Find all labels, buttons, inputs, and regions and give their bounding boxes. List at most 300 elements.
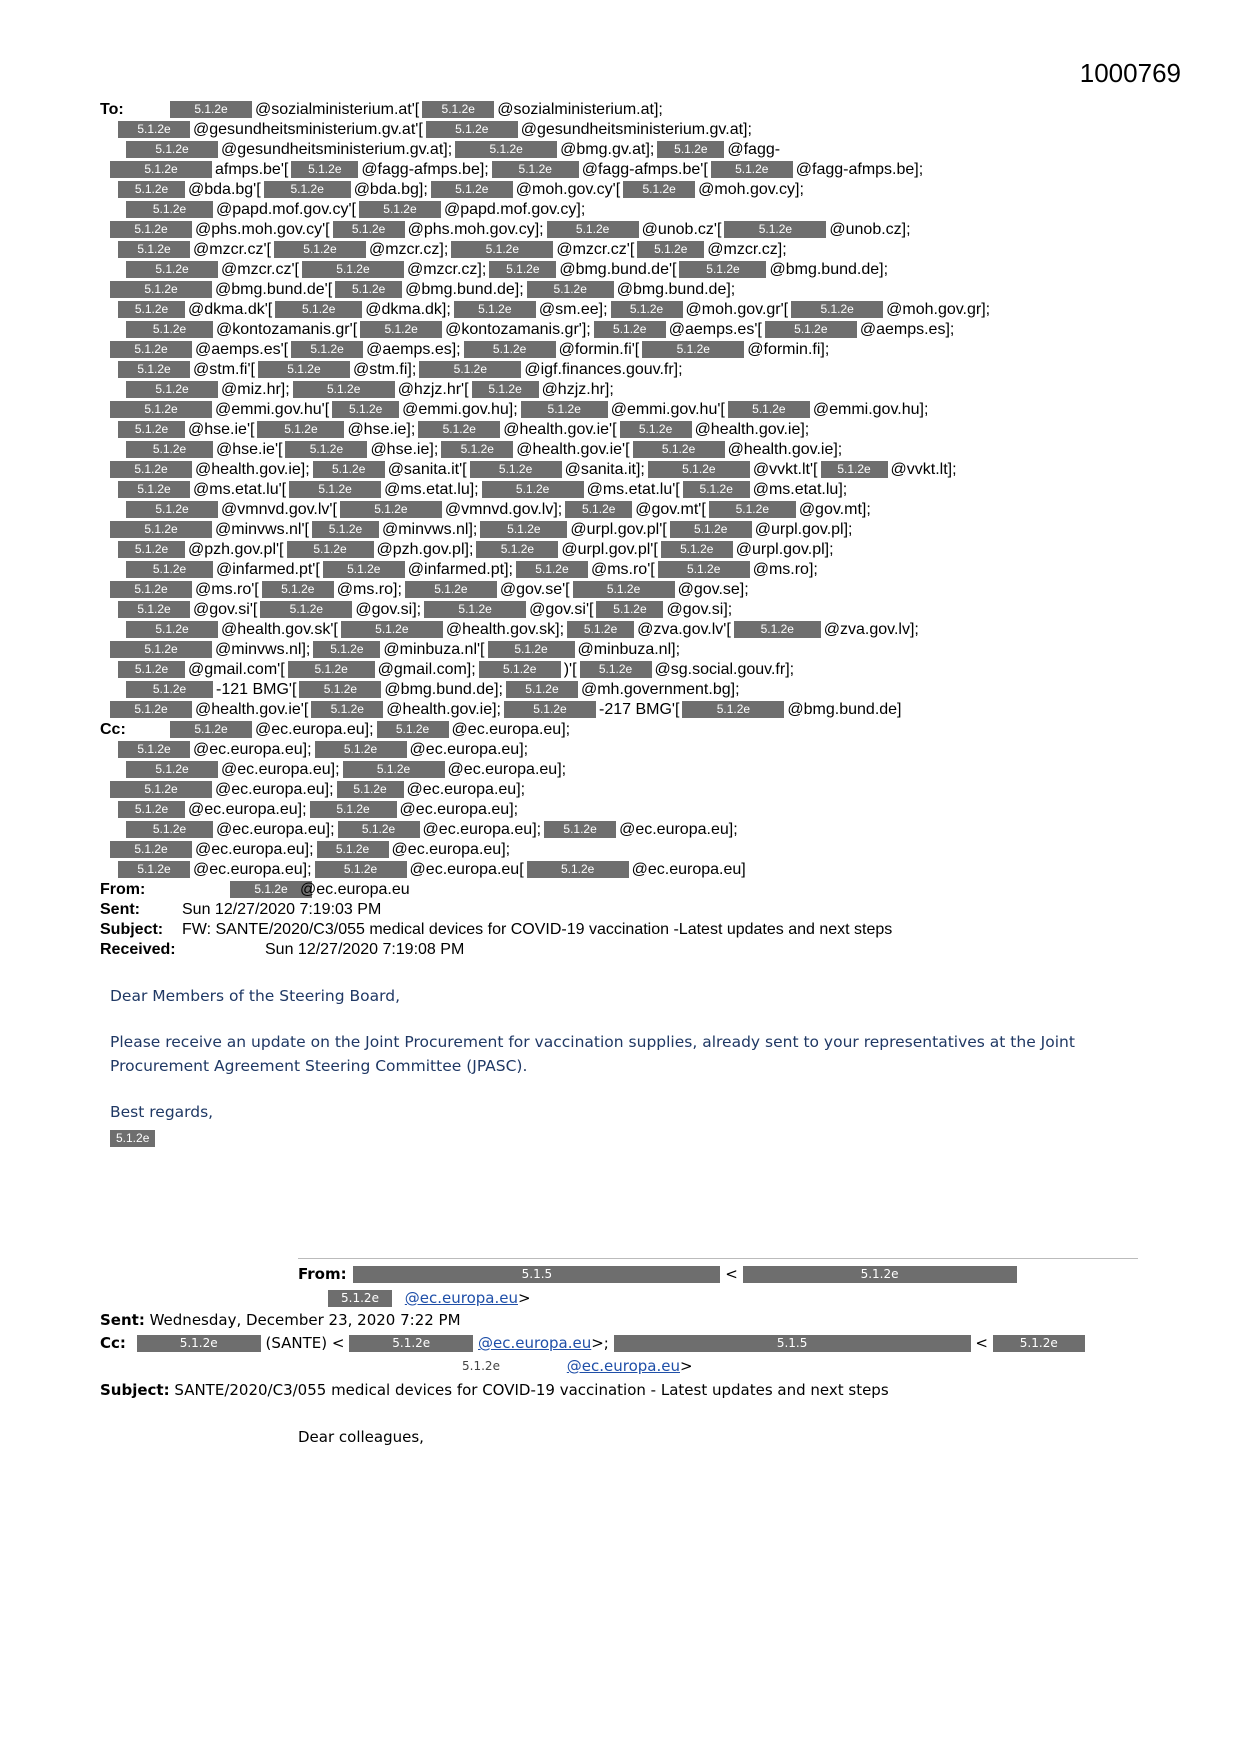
email-address: @unob.cz'[	[641, 221, 722, 238]
recipient-line	[100, 840, 1140, 860]
email-address: @moh.gov.cy'[	[515, 181, 621, 198]
redaction-box: 5.1.2e	[482, 481, 584, 498]
redaction-box: 5.1.2e	[422, 101, 494, 118]
redaction-box: 5.1.2e	[594, 321, 666, 338]
email-address: @gmail.com];	[377, 661, 476, 678]
redaction-box: 5.1.2e	[260, 601, 352, 618]
redaction-box: 5.1.2e	[479, 661, 561, 678]
received-value: Sun 12/27/2020 7:19:08 PM	[265, 941, 465, 958]
email-address: @vmnvd.gov.lv'[	[221, 501, 337, 518]
recipient-line	[100, 520, 1140, 540]
redaction-box: 5.1.2e	[424, 601, 526, 618]
recipient-line	[100, 360, 1140, 380]
email-address: @bda.bg];	[353, 181, 428, 198]
email-address: @ec.europa.eu];	[216, 821, 335, 838]
recipient-line	[100, 340, 1140, 360]
recipient-line	[100, 740, 1140, 760]
email-address: -121 BMG'[	[216, 681, 297, 698]
email-address: @minbuza.nl'[	[383, 641, 485, 658]
redaction-box: 5.1.2e	[110, 841, 192, 858]
redaction-box: 5.1.2e	[993, 1335, 1085, 1352]
email-address: @mzcr.cz'[	[556, 241, 635, 258]
redaction-box: 5.1.2e	[349, 1335, 473, 1352]
redaction-box: 5.1.2e	[455, 141, 557, 158]
redaction-box: 5.1.2e	[451, 241, 553, 258]
redaction-box: 5.1.2e	[661, 541, 733, 558]
redaction-box: 5.1.2e	[110, 641, 212, 658]
redaction-box: 5.1.2e	[683, 481, 750, 498]
fwd-cc-email2[interactable]: @ec.europa.eu	[566, 1357, 680, 1375]
email-address: @sozialministerium.at'[	[255, 101, 420, 118]
redaction-box: 5.1.2e	[441, 441, 513, 458]
email-address: @aemps.es'[	[668, 321, 762, 338]
recipient-line	[100, 220, 1140, 240]
email-address: @kontozamanis.gr'];	[445, 321, 591, 338]
redaction-box: 5.1.2e	[492, 161, 579, 178]
email-address: @fagg-afmps.be];	[361, 161, 489, 178]
redaction-box: 5.1.2e	[170, 721, 252, 738]
email-address: @mh.government.bg];	[580, 681, 740, 698]
email-address: @ec.europa.eu];	[188, 801, 307, 818]
email-address: @ec.europa.eu];	[406, 781, 526, 798]
email-address: @minvws.nl];	[381, 521, 478, 538]
redaction-box: 5.1.2e	[230, 881, 312, 898]
recipient-line	[100, 760, 1140, 780]
email-address: @bmg.bund.de];	[616, 281, 736, 298]
redaction-box: 5.1.2e	[285, 441, 367, 458]
redaction-box: 5.1.2e	[137, 1335, 261, 1352]
fwd-from-label: From:	[298, 1265, 347, 1283]
redaction-box: 5.1.2e	[264, 181, 351, 198]
email-address: @ec.europa.eu];	[193, 741, 312, 758]
redaction-box: 5.1.2e	[293, 381, 395, 398]
email-address: @igf.finances.gouv.fr];	[524, 361, 683, 378]
email-address: @bda.bg'[	[188, 181, 261, 198]
recipient-line	[100, 600, 1140, 620]
email-address: @sm.ee];	[538, 301, 608, 318]
redaction-box: 5.1.2e	[567, 621, 634, 638]
fwd-sent-value: Wednesday, December 23, 2020 7:22 PM	[149, 1311, 461, 1329]
redaction-box: 5.1.2e	[312, 521, 379, 538]
email-address: @gesundheitsministerium.gv.at'[	[193, 121, 423, 138]
recipient-line-first	[100, 720, 1140, 740]
redaction-box: 5.1.2e	[476, 541, 558, 558]
email-address: @infarmed.pt];	[407, 561, 513, 578]
redaction-box: 5.1.2e	[670, 521, 752, 538]
from-value: @ec.europa.eu	[300, 881, 410, 898]
email-address: @ec.europa.eu];	[409, 741, 529, 758]
recipient-line	[100, 780, 1140, 800]
recipient-line	[100, 560, 1140, 580]
recipient-line	[100, 640, 1140, 660]
email-address: @gov.se'[	[499, 581, 570, 598]
redaction-box: 5.1.2e	[679, 261, 766, 278]
email-address: @ms.etat.lu'[	[586, 481, 680, 498]
email-address: @mzcr.cz];	[368, 241, 449, 258]
email-address: @ms.ro];	[752, 561, 818, 578]
fwd-subject-line	[100, 1381, 889, 1399]
email-address: @minvws.nl'[	[215, 521, 309, 538]
email-address: afmps.be'[	[215, 161, 289, 178]
redaction-box: 5.1.2e	[110, 781, 212, 798]
fwd-cc-email-line: 5.1.2e @ec.europa.eu>	[400, 1357, 693, 1375]
email-address: @miz.hr];	[221, 381, 290, 398]
redaction-box: 5.1.2e	[118, 481, 190, 498]
email-address: @vvkt.lt'[	[752, 461, 818, 478]
fwd-sent-line	[100, 1311, 461, 1329]
email-address: @unob.cz];	[829, 221, 911, 238]
email-address: @pzh.gov.pl'[	[188, 541, 284, 558]
subject-label: Subject:	[100, 921, 164, 938]
redaction-box: 5.1.2e	[313, 461, 385, 478]
email-address: @ec.europa.eu];	[391, 841, 511, 858]
email-address: @hse.ie'[	[216, 441, 283, 458]
redaction-box: 5.1.2e	[633, 441, 725, 458]
closing: Best regards,	[110, 1103, 214, 1121]
email-address: @hzjz.hr'[	[397, 381, 469, 398]
redaction-box: 5.1.2e	[335, 281, 402, 298]
recipient-line	[100, 460, 1140, 480]
email-address: @papd.mof.gov.cy'[	[216, 201, 356, 218]
redaction-box: 5.1.2e	[257, 421, 344, 438]
redaction-box: 5.1.2e	[126, 141, 218, 158]
fwd-from-email[interactable]: @ec.europa.eu	[404, 1289, 518, 1307]
redaction-box: 5.1.2e	[580, 661, 652, 678]
redaction-box: 5.1.2e	[126, 321, 213, 338]
sent-label: Sent:	[100, 901, 140, 918]
recipient-line	[100, 260, 1140, 280]
recipient-line	[100, 480, 1140, 500]
redaction-box: 5.1.2e	[341, 621, 443, 638]
email-meta	[100, 880, 1140, 960]
email-address: @pzh.gov.pl];	[376, 541, 474, 558]
redaction-box: 5.1.2e	[472, 381, 539, 398]
email-address: @gov.si'[	[529, 601, 594, 618]
redaction-box: 5.1.2e	[611, 301, 683, 318]
redaction-box: 5.1.2e	[126, 381, 218, 398]
redaction-box: 5.1.2e	[126, 441, 213, 458]
redaction-box: 5.1.2e	[620, 421, 692, 438]
forward-divider	[298, 1258, 1138, 1259]
email-address: @bmg.bund.de];	[769, 261, 889, 278]
email-address: @bmg.gv.at];	[560, 141, 655, 158]
email-address: @vvkt.lt];	[890, 461, 957, 478]
email-address: @bmg.bund.de];	[384, 681, 503, 698]
redaction-box: 5.1.2e	[287, 541, 374, 558]
email-address: @health.gov.ie'[	[516, 441, 630, 458]
redaction-box: 5.1.2e	[527, 861, 629, 878]
fwd-cc-email1[interactable]: @ec.europa.eu	[478, 1334, 592, 1352]
recipient-line	[100, 440, 1140, 460]
email-address: @ec.europa.eu];	[422, 821, 542, 838]
redaction-box: 5.1.2e	[377, 721, 449, 738]
email-address: @mzcr.cz'[	[221, 261, 299, 278]
email-address: @dkma.dk'[	[188, 301, 273, 318]
email-address: @gov.si];	[666, 601, 733, 618]
email-address: @ec.europa.eu];	[255, 721, 374, 738]
redaction-box: 5.1.2e	[419, 361, 521, 378]
signature-redaction: 5.1.2e	[110, 1130, 155, 1147]
email-address: @fagg-afmps.be'[	[581, 161, 708, 178]
recipient-line	[100, 700, 1140, 720]
recipient-line	[100, 380, 1140, 400]
recipient-line	[100, 300, 1140, 320]
redaction-box: 5.1.2e	[682, 701, 784, 718]
redaction-box: 5.1.2e	[480, 521, 567, 538]
sent-value: Sun 12/27/2020 7:19:03 PM	[182, 901, 382, 918]
fwd-cc-label: Cc:	[100, 1334, 126, 1352]
email-address: @minvws.nl];	[215, 641, 311, 658]
redaction-box: 5.1.2e	[359, 201, 441, 218]
subject-value: FW: SANTE/2020/C3/055 medical devices for COVID-19 vaccination -Latest updates and next steps	[182, 921, 893, 938]
redaction-box: 5.1.2e	[110, 581, 192, 598]
redaction-box: 5.1.2e	[126, 561, 213, 578]
email-address: @bmg.bund.de]	[787, 701, 902, 718]
email-address: @ms.etat.lu];	[752, 481, 848, 498]
email-address: @emmi.gov.hu];	[402, 401, 518, 418]
redaction-box: 5.1.2e	[765, 321, 857, 338]
redaction-box: 5.1.2e	[333, 221, 405, 238]
email-address: @bmg.bund.de];	[405, 281, 524, 298]
fwd-from-line: From: 5.1.5 < 5.1.2e	[298, 1265, 1017, 1283]
email-address: @emmi.gov.hu'[	[215, 401, 330, 418]
email-address: @ms.ro'[	[590, 561, 655, 578]
email-address: @ms.etat.lu'[	[193, 481, 287, 498]
email-address: @mzcr.cz];	[707, 241, 787, 258]
email-address: @health.gov.ie];	[694, 421, 810, 438]
document-id: 1000769	[1079, 58, 1181, 88]
fwd-from-email-line: 5.1.2e @ec.europa.eu>	[328, 1289, 531, 1307]
recipient-line	[100, 580, 1140, 600]
redaction-box: 5.1.2e	[332, 401, 399, 418]
email-address: @papd.mof.gov.cy];	[443, 201, 586, 218]
email-address: @moh.gov.gr'[	[685, 301, 789, 318]
redaction-box: 5.1.2e	[623, 181, 695, 198]
email-address: @gov.si];	[355, 601, 422, 618]
redaction-box: 5.1.2e	[118, 541, 185, 558]
email-address: @mzcr.cz];	[406, 261, 487, 278]
redaction-box: 5.1.2e	[262, 581, 334, 598]
email-address: @phs.moh.gov.cy];	[407, 221, 544, 238]
redaction-box: 5.1.2e	[315, 861, 407, 878]
redaction-box: 5.1.2e	[110, 341, 192, 358]
recipient-line	[100, 400, 1140, 420]
email-address: @emmi.gov.hu];	[812, 401, 929, 418]
email-address: @sanita.it'[	[387, 461, 467, 478]
cc-label: Cc:	[100, 721, 126, 738]
redaction-box: 5.1.2e	[289, 481, 381, 498]
email-address: @ec.europa.eu];	[193, 861, 312, 878]
email-address: @urpl.gov.pl];	[735, 541, 834, 558]
redaction-box: 5.1.2e	[544, 821, 616, 838]
recipient-line	[100, 800, 1140, 820]
redaction-box: 5.1.2e	[743, 1266, 1017, 1283]
email-address: @health.gov.ie];	[195, 461, 310, 478]
to-label: To:	[100, 101, 124, 118]
redaction-box: 5.1.2e	[313, 641, 380, 658]
email-address: @stm.fi'[	[193, 361, 255, 378]
email-address: @moh.gov.cy];	[698, 181, 804, 198]
redaction-box: 5.1.2e	[642, 341, 744, 358]
redaction-box: 5.1.2e	[464, 341, 556, 358]
redaction-box: 5.1.2e	[110, 701, 192, 718]
redaction-box: 5.1.2e	[516, 561, 588, 578]
received-label: Received:	[100, 941, 176, 958]
redaction-box: 5.1.2e	[288, 661, 375, 678]
redaction-box: 5.1.2e	[489, 261, 556, 278]
email-address: @ec.europa.eu];	[399, 801, 519, 818]
redaction-box: 5.1.2e	[302, 261, 404, 278]
email-address: @kontozamanis.gr'[	[216, 321, 358, 338]
recipient-line	[100, 540, 1140, 560]
redaction-box: 5.1.2e	[118, 661, 185, 678]
redaction-box: 5.1.2e	[547, 221, 639, 238]
redaction-box: 5.1.2e	[637, 241, 704, 258]
email-address: @hse.ie];	[370, 441, 439, 458]
email-address: @infarmed.pt'[	[216, 561, 320, 578]
email-address: @health.gov.ie];	[727, 441, 843, 458]
redaction-box: 5.1.2e	[315, 741, 407, 758]
greeting: Dear Members of the Steering Board,	[110, 987, 400, 1005]
recipient-line	[100, 680, 1140, 700]
email-address: @hzjz.hr];	[541, 381, 614, 398]
email-address: @ec.europa.eu];	[447, 761, 567, 778]
redaction-box: 5.1.2e	[821, 461, 888, 478]
email-address: @fagg-	[727, 141, 781, 158]
redaction-box: 5.1.2e	[126, 261, 218, 278]
redaction-box: 5.1.2e	[118, 361, 190, 378]
redaction-box: 5.1.2e	[118, 741, 190, 758]
redaction-box: 5.1.2e	[299, 681, 381, 698]
redaction-box: 5.1.2e	[405, 581, 497, 598]
redaction-box: 5.1.2e	[431, 181, 513, 198]
redaction-box: 5.1.2e	[274, 241, 366, 258]
email-header	[100, 100, 1140, 880]
redaction-box: 5.1.2e	[337, 781, 404, 798]
redaction-box: 5.1.2e	[506, 681, 578, 698]
email-address: @bmg.bund.de'[	[215, 281, 333, 298]
email-address: @mzcr.cz'[	[193, 241, 271, 258]
redaction-box: 5.1.2e	[118, 241, 190, 258]
email-address: @formin.fi];	[747, 341, 830, 358]
redaction-box: 5.1.2e	[711, 161, 793, 178]
redaction-box: 5.1.2e	[311, 701, 383, 718]
fwd-cc-line: Cc: 5.1.2e (SANTE) < 5.1.2e @ec.europa.eu>; 5.1.5 < 5.1.2e	[100, 1334, 1085, 1352]
email-address: @hse.ie];	[347, 421, 416, 438]
redaction-box: 5.1.2e	[521, 401, 608, 418]
email-address: @gov.mt];	[798, 501, 871, 518]
redaction-box: 5.1.2e	[426, 121, 518, 138]
redaction-box: 5.1.5	[353, 1266, 720, 1283]
redaction-box: 5.1.2e	[317, 841, 389, 858]
email-address: @ms.ro'[	[195, 581, 259, 598]
email-address: @sg.social.gouv.fr];	[654, 661, 795, 678]
email-address: @gesundheitsministerium.gv.at];	[221, 141, 453, 158]
email-address: @moh.gov.gr];	[886, 301, 991, 318]
recipient-line	[100, 860, 1140, 880]
redaction-box: 5.1.2e	[118, 861, 190, 878]
email-address: @bmg.bund.de'[	[559, 261, 677, 278]
redaction-box: 5.1.5	[614, 1335, 971, 1352]
fwd-cc-sante: (SANTE) <	[265, 1334, 345, 1352]
redaction-box: 5.1.2e	[343, 761, 445, 778]
redaction-box: 5.1.2e	[118, 121, 190, 138]
redaction-box: 5.1.2e	[110, 401, 212, 418]
fwd-sent-label: Sent:	[100, 1311, 145, 1329]
redaction-box: 5.1.2e	[454, 301, 536, 318]
email-address: @urpl.gov.pl];	[754, 521, 853, 538]
email-address: @health.gov.sk'[	[221, 621, 338, 638]
recipient-line	[100, 180, 1140, 200]
email-address: @gov.si'[	[193, 601, 258, 618]
redaction-box: 5.1.2e	[596, 601, 663, 618]
recipient-line	[100, 140, 1140, 160]
redaction-box: 5.1.2e	[323, 561, 405, 578]
recipient-line	[100, 280, 1140, 300]
recipient-line	[100, 120, 1140, 140]
redaction-box: 5.1.2e	[110, 161, 212, 178]
email-address: @health.gov.ie'[	[503, 421, 617, 438]
email-address: @zva.gov.lv'[	[637, 621, 731, 638]
redaction-box: 5.1.2e	[291, 341, 363, 358]
recipient-line	[100, 660, 1140, 680]
email-address: @vmnvd.gov.lv];	[444, 501, 563, 518]
email-address: @ec.europa.eu];	[215, 781, 334, 798]
email-address: @phs.moh.gov.cy'[	[195, 221, 330, 238]
email-address: @ms.etat.lu];	[384, 481, 479, 498]
email-address: @zva.gov.lv];	[823, 621, 919, 638]
redaction-box: 5.1.2e	[340, 501, 442, 518]
fwd-subject-value: SANTE/2020/C3/055 medical devices for COVID-19 vaccination - Latest updates and next steps	[174, 1381, 889, 1399]
redaction-box: 5.1.2e	[648, 461, 750, 478]
recipient-line	[100, 320, 1140, 340]
redaction-box: 5.1.2e	[291, 161, 358, 178]
redaction-box: 5.1.2e	[118, 421, 185, 438]
email-address: @aemps.es];	[859, 321, 955, 338]
redaction-box: 5.1.2e	[126, 761, 218, 778]
redaction-box: 5.1.2e	[328, 1290, 392, 1307]
email-address: @stm.fi];	[352, 361, 417, 378]
email-address: @sozialministerium.at];	[497, 101, 663, 118]
redaction-box: 5.1.2e	[360, 321, 442, 338]
email-address: @ms.ro];	[336, 581, 402, 598]
redaction-box: 5.1.2e	[275, 301, 362, 318]
redaction-box: 5.1.2e	[126, 501, 218, 518]
redaction-box: 5.1.2e	[338, 821, 420, 838]
recipient-line	[100, 200, 1140, 220]
recipient-line	[100, 500, 1140, 520]
email-address: @gov.mt'[	[635, 501, 706, 518]
redaction-box: 5.1.2e	[170, 101, 252, 118]
email-address: @minbuza.nl];	[577, 641, 681, 658]
email-address: @emmi.gov.hu'[	[610, 401, 725, 418]
redaction-box: 5.1.2e	[565, 501, 632, 518]
redaction-box: 5.1.2e	[734, 621, 821, 638]
redaction-box: 5.1.2e	[724, 221, 826, 238]
redaction-box: 5.1.2e	[504, 701, 596, 718]
email-address: @ec.europa.eu];	[619, 821, 738, 838]
recipient-line	[100, 240, 1140, 260]
recipient-line	[100, 420, 1140, 440]
redaction-box: 5.1.2e	[527, 281, 614, 298]
email-address: @aemps.es];	[366, 341, 461, 358]
email-address: @ec.europa.eu];	[451, 721, 571, 738]
redaction-box: 5.1.2e	[126, 201, 213, 218]
email-address: @urpl.gov.pl'[	[561, 541, 658, 558]
email-address: @formin.fi'[	[558, 341, 640, 358]
email-body	[110, 984, 1110, 1150]
email-address: @ec.europa.eu]	[631, 861, 746, 878]
